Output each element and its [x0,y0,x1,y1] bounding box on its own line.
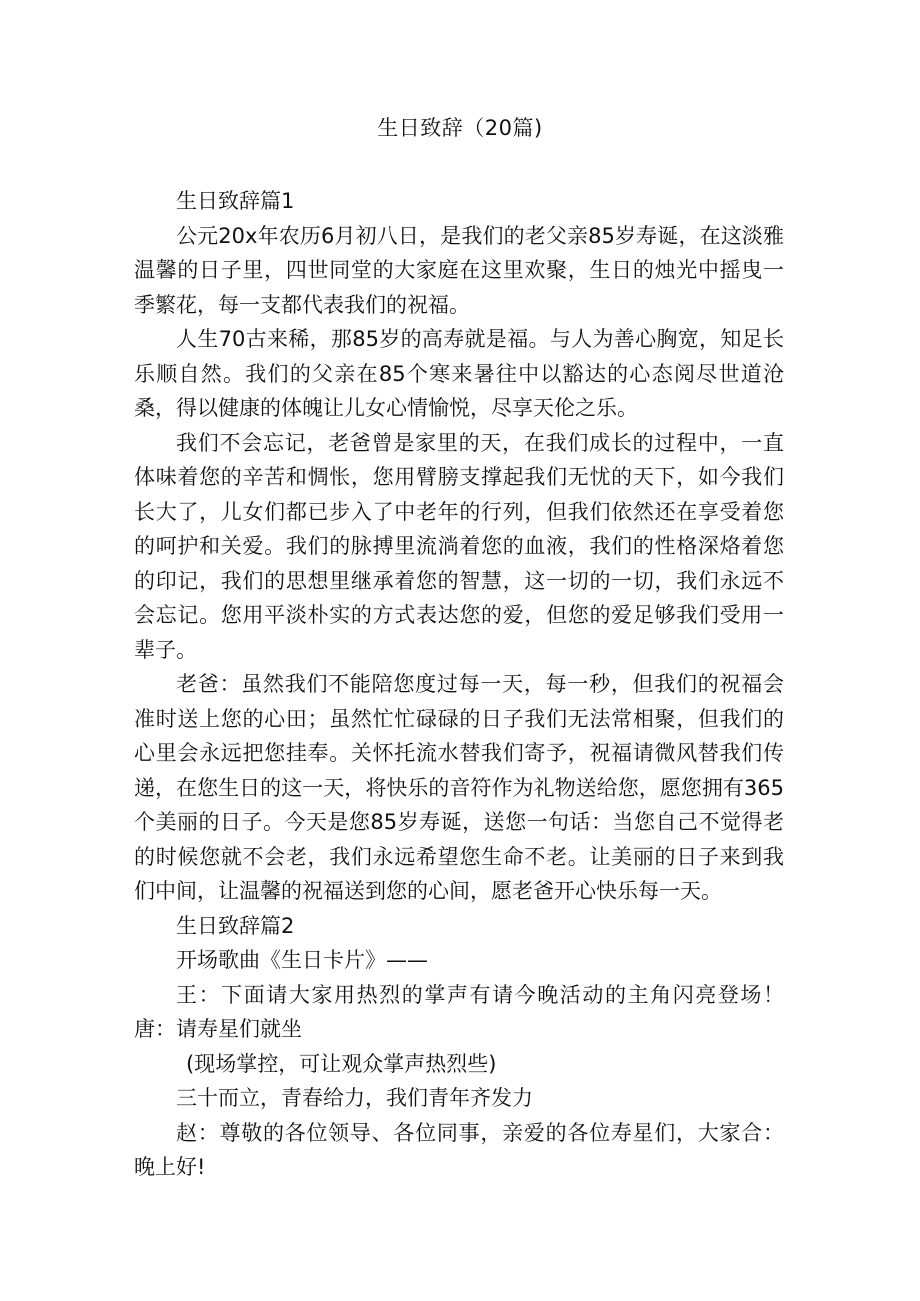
paragraph: 我们不会忘记，老爸曾是家里的天，在我们成长的过程中，一直体味着您的辛苦和惆怅，您用臂膀支撑起我们无忧的天下，如今我们长大了，儿女们都已步入了中老年的行列，但我们依然还在享受着您的呵护和关爱。我们的脉搏里流淌着您的血液，我们的性格深烙着您的印记，我们的思想里继承着您的智慧，这一切的一切，我们永远不会忘记。您用平淡朴实的方式表达您的爱，但您的爱足够我们受用一辈子。 [134,430,784,662]
paragraph: 三十而立，青春给力，我们青年齐发力 [176,1086,533,1110]
document-title: 生日致辞（20篇) [377,116,543,140]
section-heading-2: 生日致辞篇2 [176,913,295,938]
stage-direction: (现场掌控，可让观众掌声热烈些) [186,1051,497,1076]
paragraph: 开场歌曲《生日卡片》—— [176,948,428,972]
paragraph: 老爸：虽然我们不能陪您度过每一天，每一秒，但我们的祝福会准时送上您的心田；虽然忙忙碌碌的日子我们无法常相聚，但我们的心里会永远把您挂奉。关怀托流水替我们寄予，祝福请微风替我们传递，在您生日的这一天，将快乐的音符作为礼物送给您，愿您拥有365个美丽的日子。今天是您85岁寿诞，送您一句话：当您自己不觉得老的时候您就不会老，我们永远希望您生命不老。让美丽的日子来到我们中间，让温馨的祝福送到您的心间，愿老爸开心快乐每一天。 [134,672,784,903]
paragraph: 王：下面请大家用热烈的掌声有请今晚活动的主角闪亮登场！唐：请寿星们就坐 [134,982,784,1041]
document-body [134,184,784,1185]
paragraph: 人生70古来稀，那85岁的高寿就是福。与人为善心胸宽，知足长乐顺自然。我们的父亲在85个寒来暑往中以豁达的心态阅尽世道沧桑，得以健康的体魄让儿女心情愉悦，尽享天伦之乐。 [134,327,784,420]
section-heading-1: 生日致辞篇1 [176,189,295,213]
paragraph: 公元20x年农历6月初八日，是我们的老父亲85岁寿诞，在这淡雅温馨的日子里，四世同堂的大家庭在这里欢聚，生日的烛光中摇曳一季繁花，每一支都代表我们的祝福。 [134,223,784,317]
paragraph: 赵：尊敬的各位领导、各位同事，亲爱的各位寿星们，大家合：晚上好! [134,1120,784,1179]
